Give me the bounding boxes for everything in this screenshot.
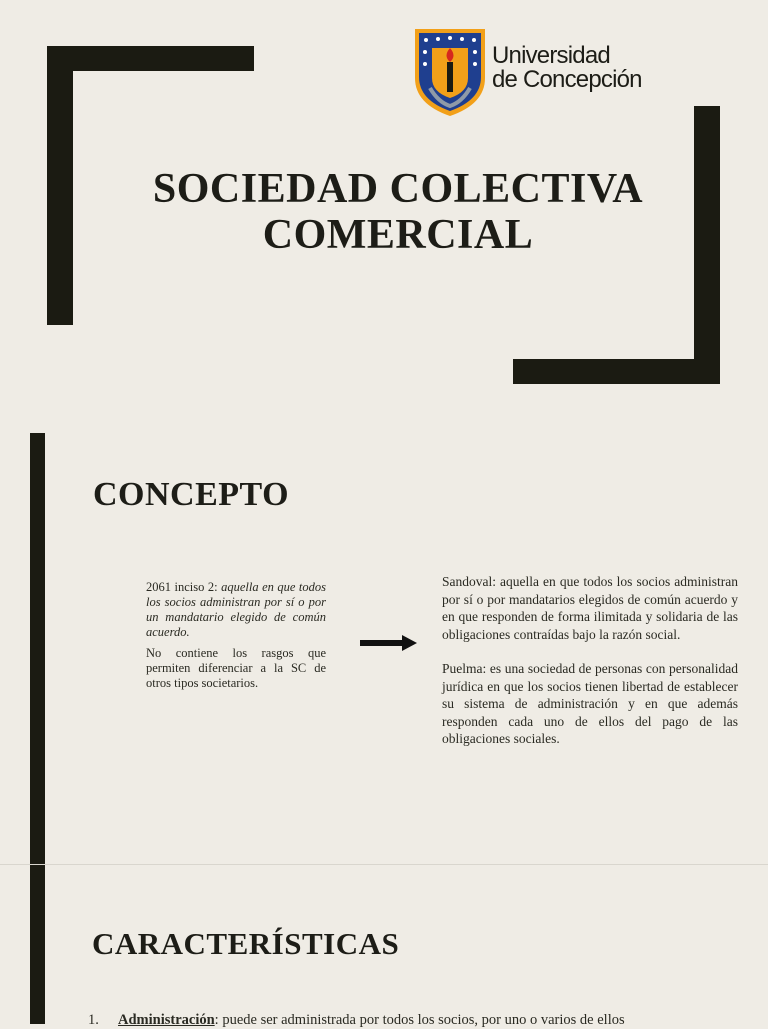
puelma-definition: Puelma: es una sociedad de personas con personalidad jurídica en que los socios tienen libertad de establecer su sistema de administración y en que además responden cada uno de ellos del pago de las obligaciones sociales. [442, 661, 738, 746]
sandoval-definition: Sandoval: aquella en que todos los socios administran por sí o por mandatarios elegidos de común acuerdo y en que responden de forma ilimitada y solidaria de las obligaciones contraídas bajo la razón social. [442, 574, 738, 642]
list-item-number: 1. [88, 1012, 99, 1028]
shield-icon [412, 26, 488, 118]
article-reference: 2061 inciso 2: [146, 580, 218, 594]
logo-line-2: de Concepción [492, 66, 642, 93]
caracteristicas-heading: CARACTERÍSTICAS [92, 926, 400, 961]
university-logo [412, 26, 652, 120]
list-item-text: : puede ser administrada por todos los socios, por uno o varios de ellos [214, 1012, 625, 1028]
title-line-1: SOCIEDAD COLECTIVA [152, 166, 644, 212]
frame-top-left-horizontal [47, 46, 254, 71]
article-2061-block [146, 580, 326, 697]
title-line-2: COMERCIAL [262, 212, 534, 258]
article-quote: aquella en que todos los socios administran por sí o por un mandatario elegido de común acuerdo. [146, 580, 326, 639]
concepto-heading: CONCEPTO [93, 476, 290, 513]
frame-top-left-vertical [47, 46, 73, 325]
doctrine-definitions [442, 573, 738, 765]
frame-bottom-right-horizontal [513, 359, 720, 384]
slide3-side-bar [30, 865, 45, 1024]
slide-divider [0, 864, 768, 865]
list-item [88, 1012, 768, 1029]
logo-line-1: Universidad [492, 42, 610, 69]
article-note: No contiene los rasgos que permiten diferenciar a la SC de otros tipos societarios. [146, 646, 326, 690]
arrow-right-icon [360, 633, 418, 653]
slide-title [120, 166, 676, 258]
frame-bottom-right-vertical [694, 106, 720, 384]
list-item-term: Administración [118, 1012, 215, 1028]
university-name [492, 44, 642, 92]
slide2-side-bar [30, 433, 45, 864]
article-definition [146, 580, 326, 640]
